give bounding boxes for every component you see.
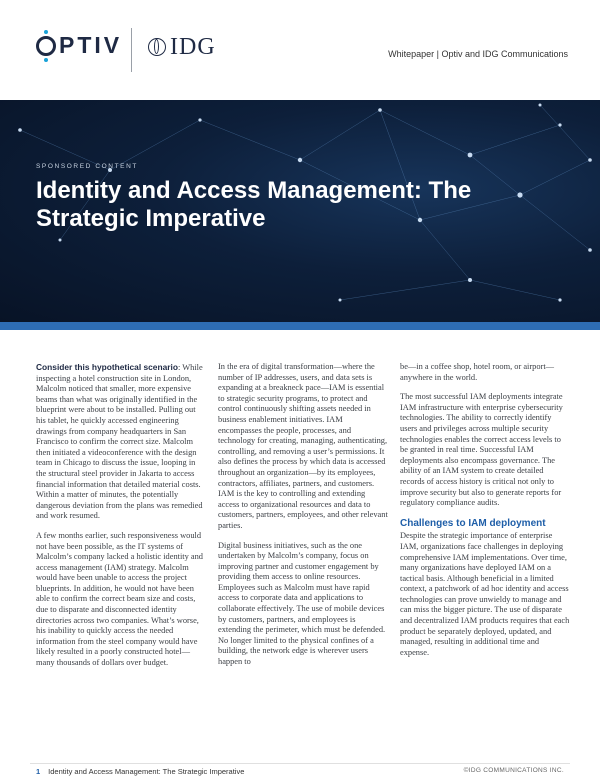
footer-left: [36, 767, 244, 776]
paragraph-text: : While inspecting a hotel construction site in London, Malcolm noticed that smaller, more expensive beams than what was originally identified in the blueprint were about to be installed. Pulling out his tablet, he quickly accessed engineering drawings from company headquarters in San Francisco to confirm the correct size. Malcolm then initiated a videoconference with the design team in Chicago to discuss the issue, looping in the structural steel provider in Jakarta to access financial information that detailed material costs. Within a matter of minutes, the potentially dangerous deviation from the plans was remedied and work resumed.: [36, 363, 203, 521]
hero-accent-band: [0, 322, 600, 330]
paragraph: be—in a coffee shop, hotel room, or airport—anywhere in the world.: [400, 362, 555, 382]
paragraph: Digital business initiatives, such as the one undertaken by Malcolm’s company, focus on improving partner and customer engagement by providing them access to online resources. Employees such as Malcolm must have rapid access to corporate data and applications to collaborate effectively. The use of mobile devices by customers, partners, and employees is extending the perimeter, which must be defended. No longer limited to the physical confines of a building, the network edge is wherever users happen to: [218, 540, 386, 667]
body-column-1: [36, 362, 206, 678]
page-header: [0, 0, 600, 100]
paragraph: [36, 362, 206, 522]
footer-title: Identity and Access Management: The Strategic Imperative: [48, 767, 245, 776]
body-column-3: [400, 362, 570, 667]
document-type-label: Whitepaper | Optiv and IDG Communications: [388, 49, 568, 59]
footer-divider: [30, 763, 570, 764]
body-column-2: [218, 362, 388, 677]
paragraph: The most successful IAM deployments integrate IAM infrastructure with enterprise cybersecurity technologies. The ability to correctly identify users and privileges across multiple security technologies enables the correct access levels to be granted in real time. Successful IAM deployments also encompass governance. The ability of an IAM system to create detailed records of access history is critical not only to improve security but also to generate reports for regulatory compliance audits.: [400, 392, 563, 508]
optiv-logo-text: PTIV: [59, 32, 123, 58]
sponsored-content-label: SPONSORED CONTENT: [36, 163, 138, 170]
paragraph: A few months earlier, such responsiveness would not have been possible, as the IT systems of Malcolm’s company lacked a holistic identity and access management (IAM) strategy. Malcolm would have been unable to access the project blueprints. In addition, he would not have been able to confirm the correct beam size and costs, due to disparate and disconnected identity directories across two companies. What’s worse, his inability to quickly access the needed information from the steel company would have likely resulted in a poorly constructed hotel—many thousands of dollars over budget.: [36, 530, 203, 668]
paragraph: Despite the strategic importance of enterprise IAM, organizations face challenges in deploying comprehensive IAM implementations. Over time, many organizations have deployed IAM on a tactical basis. Although beneficial in a limited context, a patchwork of ad hoc identity and access technologies can prove unwieldy to manage and can miss the bigger picture. The use of disparate and decentralized IAM products requires that each product be separately deployed, updated, and managed, resulting in additional time and expense.: [400, 531, 570, 657]
optiv-logo: [36, 32, 122, 59]
optiv-logo-mark-icon: [36, 36, 56, 56]
idg-logo: [148, 34, 216, 61]
logo-divider: [131, 28, 132, 72]
section-heading: Challenges to IAM deployment: [400, 517, 546, 529]
idg-logo-text: IDG: [170, 34, 216, 60]
scenario-lead-in: Consider this hypothetical scenario: [36, 362, 178, 372]
paragraph: In the era of digital transformation—where the number of IP addresses, users, and data sets is expanding at a breakneck pace—IAM is essential to strategic security programs, to protect and control continuously shifting assets needed in business enablement initiatives. IAM encompasses the people, processes, and technology for creating, managing, authenticating, controlling, and removing a user’s permissions. It also defines the process by which data is accessed throughout an organization—by its employees, contractors, affiliates, partners, and customers. IAM is the key to controlling and extending access to organizational resources and data to customers, partners, employees, and other relevant parties.: [218, 362, 388, 530]
page-number: 1: [36, 767, 41, 776]
copyright-notice: ©IDG COMMUNICATIONS INC.: [463, 767, 564, 774]
document-title: Identity and Access Management: The Strategic Imperative: [36, 177, 472, 232]
idg-globe-icon: [148, 38, 166, 56]
